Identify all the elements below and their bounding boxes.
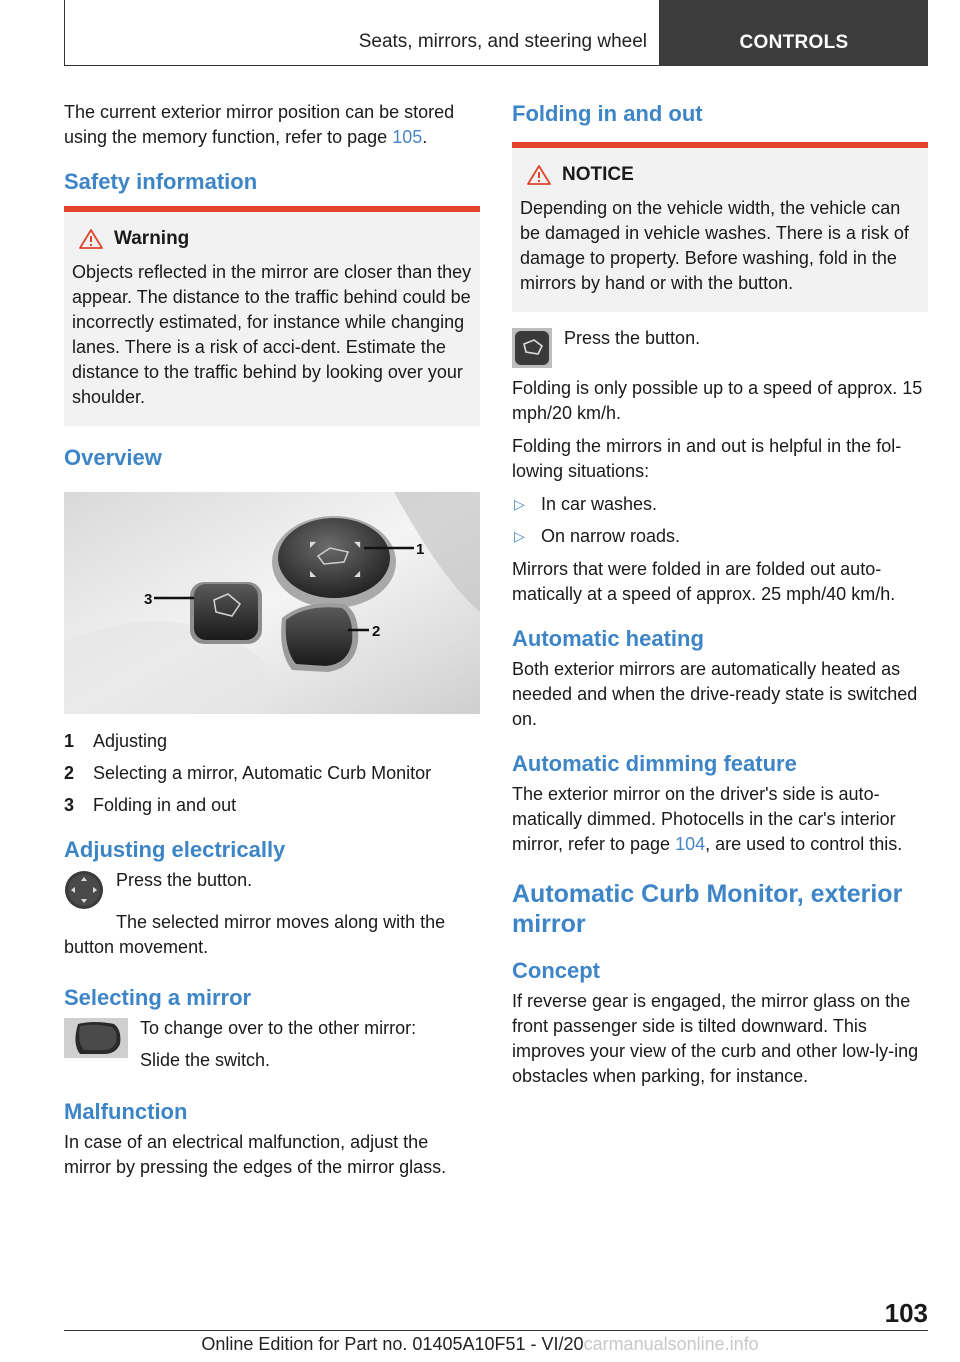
header-section-title: Seats, mirrors, and steering wheel	[358, 31, 647, 52]
right-column	[512, 100, 928, 1097]
dimming-heading: Automatic dimming feature	[512, 751, 797, 776]
overview-heading: Overview	[64, 445, 162, 470]
heating-text: Both exterior mirrors are automatically heated as needed and when the drive-ready state is switched on.	[512, 659, 918, 729]
page-header	[64, 0, 928, 66]
page-number: 103	[884, 1298, 928, 1328]
malfunction-text: In case of an electrical malfunction, adjust the mirror by pressing the edges of the mirror glass.	[64, 1132, 447, 1177]
selecting-line-1: To change over to the other mirror:	[140, 1018, 417, 1038]
list-item: 1 Adjusting	[64, 731, 168, 751]
watermark: carmanualsonline.info	[583, 1334, 759, 1354]
folding-heading: Folding in and out	[512, 101, 703, 126]
list-item: 2 Selecting a mirror, Automatic Curb Monitor	[64, 763, 432, 783]
folding-speed-text: Folding is only possible up to a speed of approx. 15 mph/20 km/h.	[512, 378, 923, 423]
notice-text: Depending on the vehicle width, the vehicle can be damaged in vehicle washes. There is a risk of damage to property. Before washing, fold in the mirrors by hand or with the button.	[520, 198, 909, 293]
callout-2: 2	[372, 623, 381, 640]
bullet-triangle-icon: ▷	[514, 496, 525, 512]
warning-title: Warning	[114, 228, 190, 249]
svg-text:◢: ◢	[354, 569, 361, 578]
header-chapter-title: CONTROLS	[739, 32, 849, 53]
warning-box	[64, 206, 480, 426]
warning-text: Objects reflected in the mirror are closer than they appear. The distance to the traffic behind could be incorrectly estimated, for instance while changing lanes. There is a risk of acci-dent. Estimate the distance to the traffic behind by looking over your shoulder.	[72, 262, 472, 407]
adjusting-heading: Adjusting electrically	[64, 837, 286, 862]
situations-list	[512, 492, 928, 549]
concept-heading: Concept	[512, 958, 600, 983]
selecting-heading: Selecting a mirror	[64, 985, 252, 1010]
warning-triangle-icon	[78, 228, 104, 250]
footer-edition: Online Edition for Part no. 01405A10F51 - VI/20carmanualsonline.info	[201, 1334, 759, 1354]
dimming-paragraph: The exterior mirror on the driver's side is auto-matically dimmed. Photocells in the car's interior mirror, refer to page 104, are used to control this.	[512, 784, 903, 854]
svg-text:◣: ◣	[310, 569, 317, 578]
mirror-adjust-button-icon	[64, 870, 104, 910]
intro-paragraph: The current exterior mirror position can be stored using the memory function, refer to page 105.	[64, 102, 455, 147]
adjusting-block	[64, 868, 480, 910]
callout-1: 1	[416, 541, 425, 558]
page-link-105[interactable]: 105	[392, 127, 423, 147]
svg-text:◤: ◤	[310, 540, 317, 549]
notice-box	[512, 142, 928, 312]
folded-out-text: Mirrors that were folded in are folded out auto-matically at a speed of approx. 25 mph/40 km/h.	[512, 559, 896, 604]
footer-divider	[64, 1330, 928, 1331]
list-item: 3 Folding in and out	[64, 795, 237, 815]
notice-title: NOTICE	[562, 164, 634, 185]
mirror-controls-photo	[64, 492, 480, 714]
callout-3: 3	[144, 591, 153, 608]
header-chapter-tab	[660, 0, 928, 66]
adjusting-line-2: The selected mirror moves along with the button movement.	[64, 912, 446, 957]
overview-list	[64, 729, 480, 818]
list-item: ▷ On narrow roads.	[512, 524, 928, 549]
page-link-104[interactable]: 104	[675, 834, 706, 854]
list-item: ▷ In car washes.	[512, 492, 928, 517]
mirror-fold-button-icon	[512, 328, 552, 368]
svg-text:◥: ◥	[354, 540, 361, 549]
safety-heading: Safety information	[64, 169, 258, 194]
mirror-select-switch-icon	[64, 1018, 128, 1058]
header-section-tab	[64, 0, 660, 66]
bullet-triangle-icon: ▷	[514, 528, 525, 544]
folding-button-block	[512, 326, 928, 368]
concept-text: If reverse gear is engaged, the mirror glass on the front passenger side is tilted downward. This improves your view of the curb and other low-ly-ing obstacles when parking, for instance.	[512, 991, 919, 1086]
selecting-line-2: Slide the switch.	[140, 1050, 271, 1070]
curb-monitor-heading: Automatic Curb Monitor, exterior mirror	[512, 880, 903, 938]
heating-heading: Automatic heating	[512, 626, 704, 651]
malfunction-heading: Malfunction	[64, 1099, 188, 1124]
press-button-text: Press the button.	[564, 328, 701, 348]
left-column	[64, 100, 480, 1188]
adjusting-line-1: Press the button.	[116, 870, 253, 890]
folding-helpful-text: Folding the mirrors in and out is helpful in the fol-lowing situations:	[512, 436, 902, 481]
warning-triangle-icon	[526, 164, 552, 186]
selecting-block	[64, 1016, 480, 1080]
